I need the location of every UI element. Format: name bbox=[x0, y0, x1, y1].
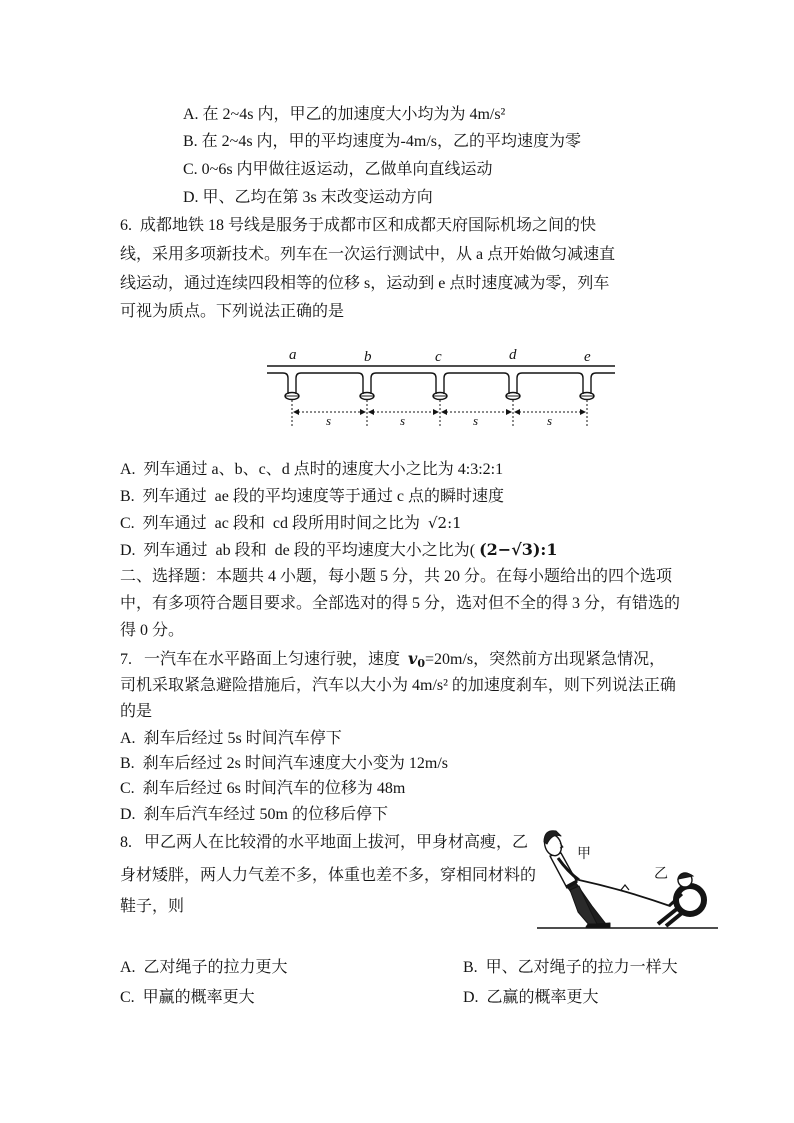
track-span-ab bbox=[296, 373, 363, 394]
section2-heading-line-3: 得 0 分。 bbox=[120, 622, 185, 639]
q7-option-b: B. 刹车后经过 2s 时间汽车速度大小变为 12m/s bbox=[120, 755, 449, 772]
point-label-a: a bbox=[289, 347, 297, 363]
q7-option-c: C. 刹车后经过 6s 时间汽车的位移为 48m bbox=[120, 780, 406, 797]
segment-label-de: s bbox=[547, 413, 553, 428]
point-label-b: b bbox=[364, 349, 372, 365]
label-yi: 乙 bbox=[654, 867, 668, 882]
q6-option-d-text: D. 列车通过 ab 段和 de 段的平均速度大小之比为( bbox=[120, 542, 480, 559]
track-span-de bbox=[517, 373, 583, 394]
q5-option-d: D. 甲、乙均在第 3s 末改变运动方向 bbox=[183, 189, 433, 206]
track-span-bc bbox=[371, 373, 436, 394]
segment-label-ab: s bbox=[326, 413, 332, 428]
segment-label-bc: s bbox=[400, 413, 406, 428]
track-span-cd bbox=[444, 373, 509, 394]
q8-stem-line-1: 8. 甲乙两人在比较滑的水平地面上拔河，甲身材高瘦，乙 bbox=[120, 834, 529, 851]
q6-option-d bbox=[120, 540, 557, 560]
q7-option-d: D. 刹车后汽车经过 50m 的位移后停下 bbox=[120, 806, 389, 823]
track-span-right-end bbox=[591, 373, 615, 394]
q7-stem-line-1 bbox=[120, 649, 665, 669]
point-label-d: d bbox=[509, 347, 517, 363]
q6-track-figure bbox=[260, 340, 625, 435]
point-label-c: c bbox=[435, 349, 442, 365]
q6-stem-line-2: 线，采用多项新技术。列车在一次运行测试中，从 a 点开始做匀减速直 bbox=[120, 246, 616, 263]
rope-center-mark bbox=[621, 885, 629, 890]
jia-shoes bbox=[586, 923, 610, 927]
q8-stem-line-2: 身材矮胖，两人力气差不多，体重也差不多，穿相同材料的 bbox=[120, 867, 537, 884]
yi-body bbox=[676, 886, 704, 914]
q8-option-a: A. 乙对绳子的拉力更大 bbox=[120, 959, 288, 976]
q7-stem-after: =20m/s，突然前方出现紧急情况， bbox=[424, 651, 666, 668]
q7-stem-line-2: 司机采取紧急避险措施后，汽车以大小为 4m/s² 的加速度刹车，则下列说法正确 bbox=[120, 677, 676, 694]
yi-leg-back bbox=[658, 908, 678, 924]
segment-label-cd: s bbox=[473, 413, 479, 428]
section2-heading-line-2: 中，有多项符合题目要求。全部选对的得 5 分，选对但不全的得 3 分，有错选的 bbox=[120, 595, 681, 612]
q7-velocity-symbol: v bbox=[408, 649, 418, 668]
q8-option-c: C. 甲赢的概率更大 bbox=[120, 989, 255, 1006]
q6-stem-line-4: 可视为质点。下列说法正确的是 bbox=[120, 303, 345, 320]
q8-tug-of-war-figure bbox=[530, 820, 722, 934]
rope bbox=[579, 880, 670, 906]
q6-option-d-ratio: (2−√3):1 bbox=[479, 540, 558, 559]
label-jia: 甲 bbox=[577, 847, 591, 862]
q7-stem-line-3: 的是 bbox=[120, 703, 153, 720]
q7-velocity-subscript: 0 bbox=[417, 657, 425, 670]
q8-option-d: D. 乙赢的概率更大 bbox=[463, 989, 599, 1006]
point-label-e: e bbox=[584, 349, 591, 365]
track-span-left-end bbox=[267, 373, 288, 394]
q6-stem-line-1: 6. 成都地铁 18 号线是服务于成都市区和成都天府国际机场之间的快 bbox=[120, 217, 597, 234]
q8-option-b: B. 甲、乙对绳子的拉力一样大 bbox=[463, 959, 678, 976]
q7-stem-before: 7. 一汽车在水平路面上匀速行驶，速度 bbox=[120, 651, 409, 668]
q6-option-a: A. 列车通过 a、b、c、d 点时的速度大小之比为 4:3:2:1 bbox=[120, 461, 504, 478]
q6-option-c bbox=[120, 513, 462, 533]
q5-option-c: C. 0~6s 内甲做往返运动，乙做单向直线运动 bbox=[183, 161, 493, 178]
person-jia bbox=[542, 831, 610, 927]
q5-option-a: A. 在 2~4s 内，甲乙的加速度大小均为为 4m/s² bbox=[183, 106, 506, 123]
q6-option-c-text: C. 列车通过 ac 段和 cd 段所用时间之比为 bbox=[120, 515, 428, 532]
q6-option-c-ratio: √2:1 bbox=[427, 514, 462, 532]
jia-trousers-front-leg bbox=[570, 886, 597, 926]
section2-heading-line-1: 二、选择题：本题共 4 小题，每小题 5 分，共 20 分。在每小题给出的四个选项 bbox=[120, 568, 673, 585]
q5-option-b: B. 在 2~4s 内，甲的平均速度为-4m/s，乙的平均速度为零 bbox=[183, 133, 582, 150]
q6-stem-line-3: 线运动，通过连续四段相等的位移 s，运动到 e 点时速度减为零，列车 bbox=[120, 275, 610, 292]
q8-stem-line-3: 鞋子，则 bbox=[120, 898, 185, 915]
q6-option-b: B. 列车通过 ae 段的平均速度等于通过 c 点的瞬时速度 bbox=[120, 488, 504, 505]
q7-option-a: A. 刹车后经过 5s 时间汽车停下 bbox=[120, 730, 342, 747]
